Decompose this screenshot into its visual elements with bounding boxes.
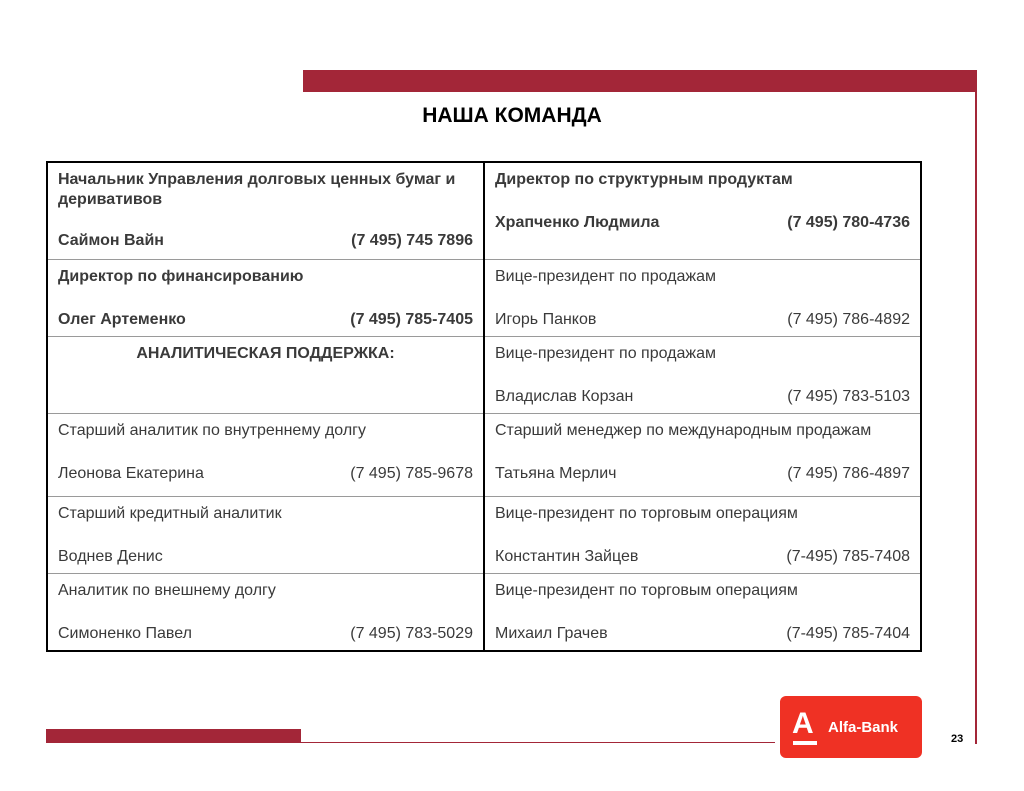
team-cell (484, 336, 921, 413)
person-line (495, 213, 910, 233)
top-accent-bar (303, 70, 977, 92)
role-label: Старший менеджер по международным продажам (495, 421, 872, 439)
role-label: Аналитик по внешнему долгу (58, 581, 276, 599)
table-row (47, 162, 921, 259)
person-name: Владислав Корзан (495, 387, 634, 405)
table-row (47, 496, 921, 573)
role-label: Вице-президент по продажам (495, 344, 716, 362)
person-name: Константин Зайцев (495, 547, 639, 565)
role-label: Начальник Управления долговых ценных бумаг и деривативов (58, 171, 456, 208)
person-name: Татьяна Мерлич (495, 464, 617, 482)
role-label: Старший кредитный аналитик (58, 504, 282, 522)
phone-number: (7 495) 785-9678 (350, 464, 473, 482)
table-row (47, 336, 921, 413)
phone-number: (7 495) 783-5029 (350, 624, 473, 642)
phone-number: (7 495) 785-7405 (350, 310, 473, 328)
role-label: Директор по структурным продуктам (495, 171, 793, 188)
person-name: Саймон Вайн (58, 232, 164, 249)
section-header-cell (47, 336, 484, 413)
team-cell (47, 259, 484, 336)
team-cell (484, 496, 921, 573)
person-name: Леонова Екатерина (58, 464, 204, 482)
person-line (495, 464, 910, 484)
role-label: Директор по финансированию (58, 267, 304, 285)
page-number: 23 (951, 733, 964, 745)
table-row (47, 413, 921, 496)
page-title: НАША КОМАНДА (422, 104, 602, 127)
team-cell (47, 413, 484, 496)
person-name: Воднев Денис (58, 547, 163, 565)
role-label: Старший аналитик по внутреннему долгу (58, 421, 366, 439)
person-line (495, 387, 910, 407)
person-line (58, 310, 473, 330)
team-cell (47, 162, 484, 259)
team-cell (484, 162, 921, 259)
phone-number: (7-495) 785-7404 (786, 624, 910, 642)
alfa-bank-logo (780, 696, 922, 758)
role-label: Вице-президент по продажам (495, 267, 716, 285)
person-line (495, 547, 910, 567)
person-name: Олег Артеменко (58, 310, 186, 328)
section-heading: АНАЛИТИЧЕСКАЯ ПОДДЕРЖКА: (136, 344, 395, 362)
bottom-accent-bar (46, 729, 301, 743)
logo-text: Alfa-Bank (828, 718, 899, 736)
team-cell (484, 413, 921, 496)
phone-number: (7 495) 780-4736 (787, 214, 910, 231)
person-name: Михаил Грачев (495, 624, 608, 642)
person-line (58, 547, 473, 567)
phone-number: (7 495) 786-4892 (787, 310, 910, 328)
right-accent-line (975, 70, 977, 744)
person-line (495, 624, 910, 644)
team-cell (484, 259, 921, 336)
phone-number: (7-495) 785-7408 (786, 547, 910, 565)
person-line (58, 624, 473, 644)
phone-number: (7 495) 783-5103 (787, 387, 910, 405)
role-label: Вице-президент по торговым операциям (495, 581, 798, 599)
role-label: Вице-президент по торговым операциям (495, 504, 798, 522)
team-cell (47, 573, 484, 651)
person-name: Игорь Панков (495, 310, 597, 328)
team-cell (47, 496, 484, 573)
team-cell (484, 573, 921, 651)
bottom-accent-line (301, 742, 775, 743)
person-line (495, 310, 910, 330)
person-name: Храпченко Людмила (495, 214, 660, 231)
team-table (46, 161, 922, 652)
person-line (58, 231, 473, 251)
alfa-a-icon: A (792, 709, 818, 745)
phone-number: (7 495) 745 7896 (351, 232, 473, 249)
table-row (47, 573, 921, 651)
person-name: Симоненко Павел (58, 624, 192, 642)
table-row (47, 259, 921, 336)
person-line (58, 464, 473, 484)
phone-number: (7 495) 786-4897 (787, 464, 910, 482)
